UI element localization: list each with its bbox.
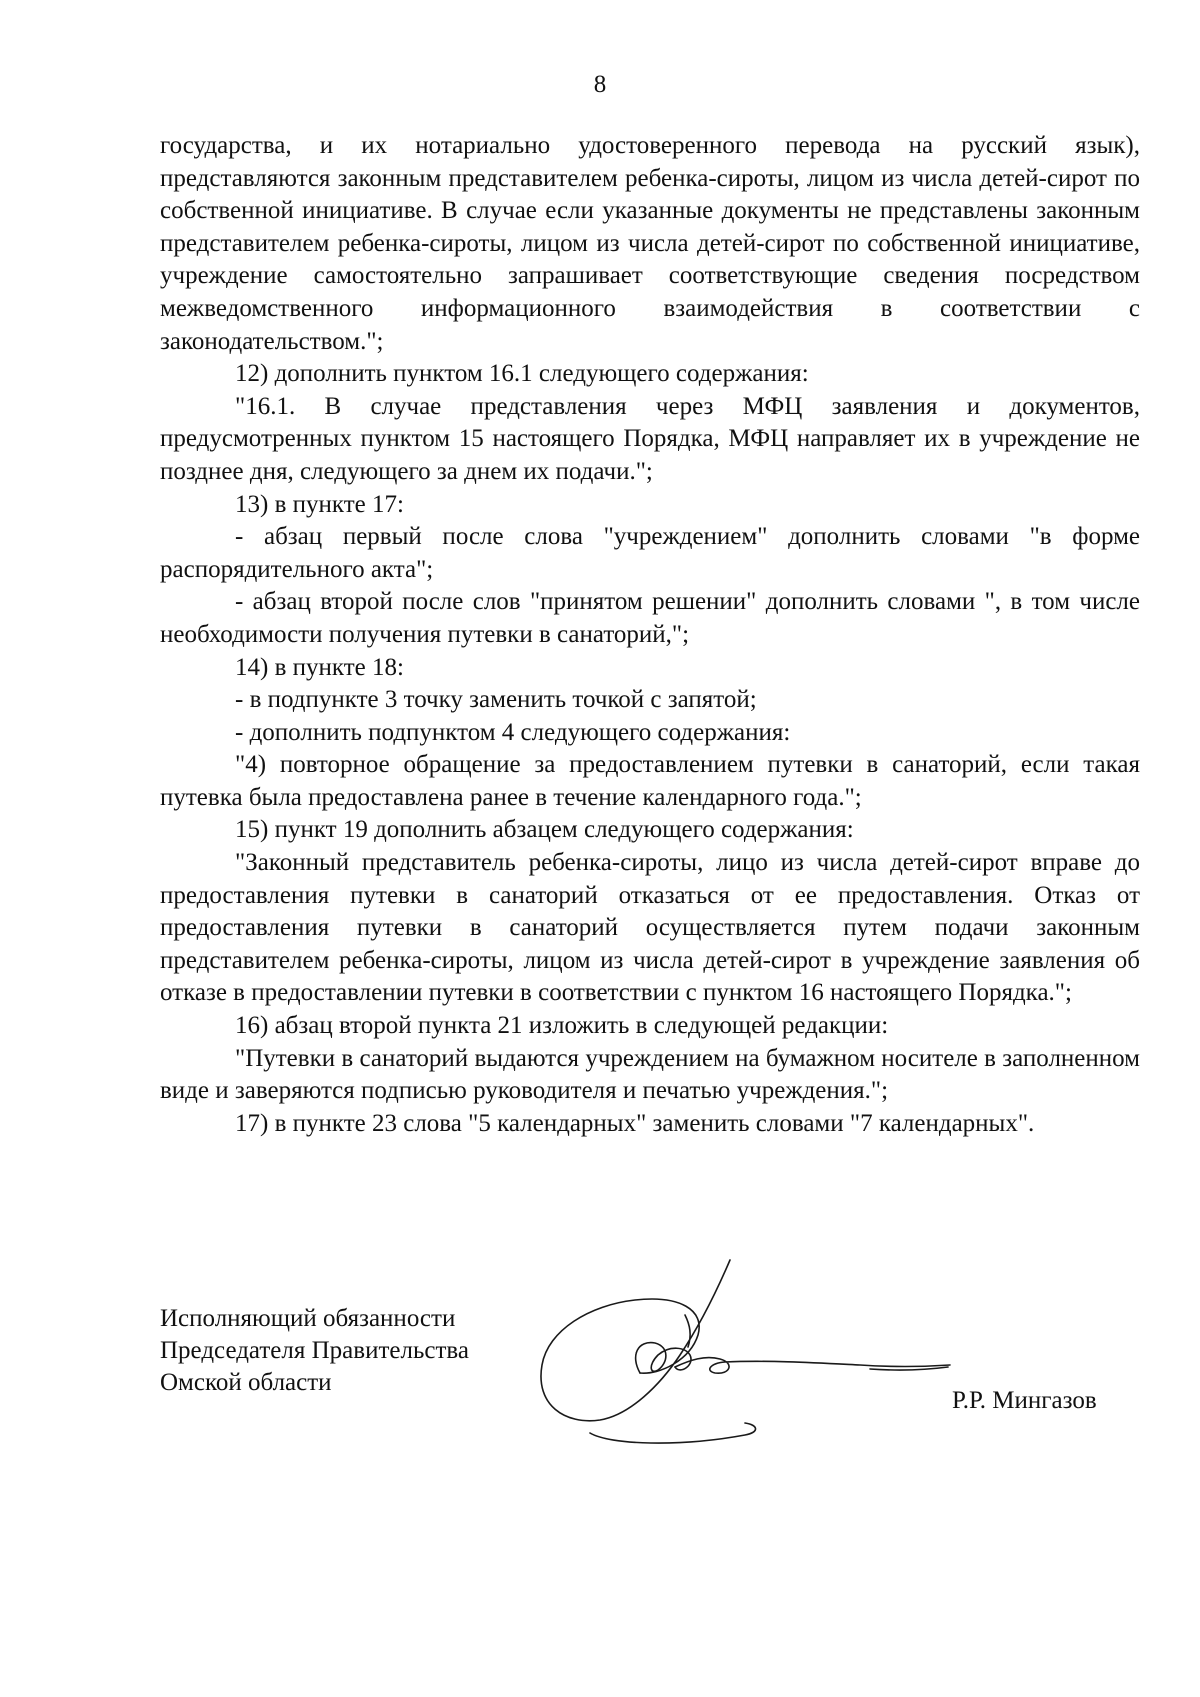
paragraph-quote-legal-rep: "Законный представитель ребенка-сироты, лицо из числа детей-сирот вправе до предоставления путевки в санаторий отказаться от ее предоставления. Отказ от предоставления путевки в санаторий осуществляется путем подачи законным представителем ребенка-сироты, лицом из числа детей-сирот в учреждение заявления об отказе в предоставлении путевки в соответствии с пунктом 16 настоящего Порядка."; — [160, 849, 1140, 1007]
paragraph-item-15: 15) пункт 19 дополнить абзацем следующего содержания: — [235, 816, 854, 844]
paragraph-item-13-first: - абзац первый после слова "учреждением" дополнить словами "в форме распорядительного акта"; — [160, 523, 1140, 583]
paragraph-item-13: 13) в пункте 17: — [235, 490, 404, 518]
signature-title-line-3: Омской области — [160, 1369, 332, 1396]
paragraph-item-14-first: - в подпункте 3 точку заменить точкой с запятой; — [235, 686, 757, 714]
signature-title — [160, 1303, 469, 1399]
paragraph-continuation: государства, и их нотариально удостоверенного перевода на русский язык), представляются законным представителем ребенка-сироты, лицом из числа детей-сирот по собственной инициативе. В случае если указанные документы не представлены законным представителем ребенка-сироты, лицом из числа детей-сирот по собственной инициативе, учреждение самостоятельно запрашивает соответствующие сведения посредством межведомственного информационного взаимодействия в соответствии с законодательством."; — [160, 132, 1140, 355]
paragraph-item-16: 16) абзац второй пункта 21 изложить в следующей редакции: — [235, 1012, 889, 1040]
document-body — [160, 130, 1140, 1140]
page-number: 8 — [593, 71, 607, 98]
paragraph-quote-vouchers: "Путевки в санаторий выдаются учреждением на бумажном носителе в заполненном виде и заверяются подписью руководителя и печатью учреждения."; — [160, 1044, 1140, 1105]
paragraph-item-17: 17) в пункте 23 слова "5 календарных" заменить словами "7 календарных". — [235, 1109, 1035, 1137]
paragraph-item-14: 14) в пункте 18: — [235, 653, 404, 681]
paragraph-item-12: 12) дополнить пунктом 16.1 следующего содержания: — [235, 360, 809, 388]
paragraph-quote-4: "4) повторное обращение за предоставлением путевки в санаторий, если такая путевка была предоставлена ранее в течение календарного года."; — [160, 751, 1140, 811]
paragraph-item-14-second: - дополнить подпунктом 4 следующего содержания: — [235, 718, 791, 746]
paragraph-quote-16-1: "16.1. В случае представления через МФЦ заявления и документов, предусмотренных пунктом 15 настоящего Порядка, МФЦ направляет их в учреждение не позднее дня, следующего за днем их подачи."; — [160, 392, 1140, 485]
signature-title-line-2: Председателя Правительства — [160, 1337, 469, 1364]
signer-name: Р.Р. Мингазов — [952, 1387, 1097, 1414]
handwritten-signature-icon — [530, 1255, 960, 1460]
signature-title-line-1: Исполняющий обязанности — [160, 1305, 456, 1332]
paragraph-item-13-second: - абзац второй после слов "принятом решении" дополнить словами ", в том числе необходимости получения путевки в санаторий,"; — [160, 588, 1140, 648]
